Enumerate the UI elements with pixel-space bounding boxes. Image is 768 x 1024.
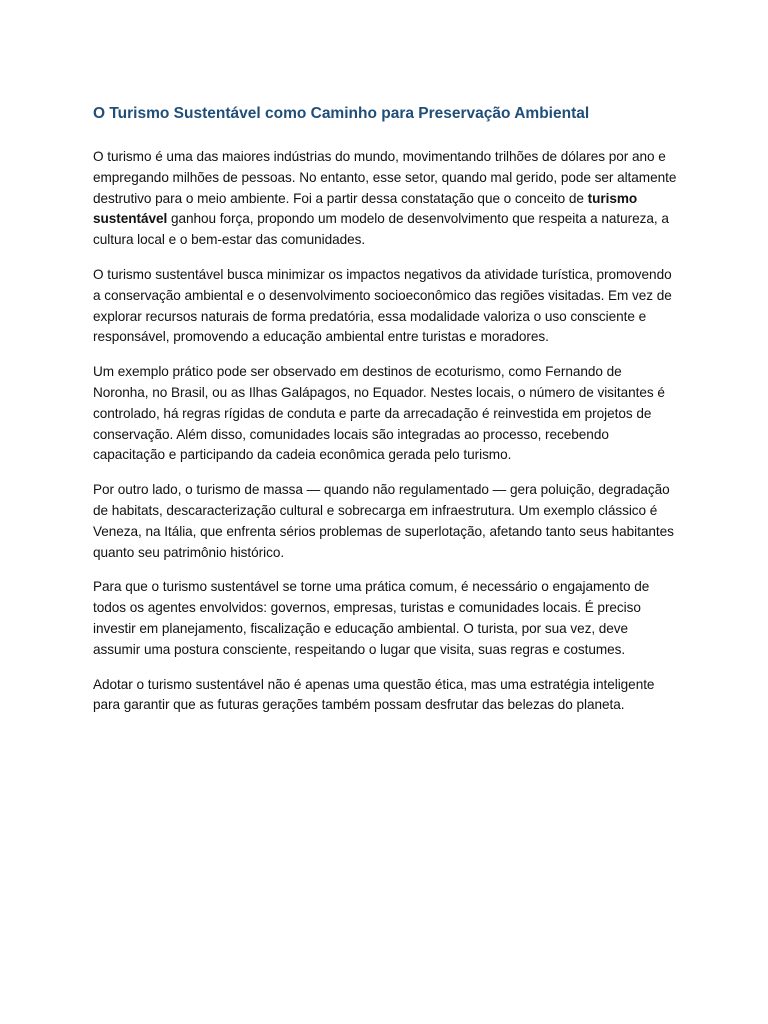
document-title: O Turismo Sustentável como Caminho para Preservação Ambiental <box>93 105 590 122</box>
paragraph-1-text-end: ganhou força, propondo um modelo de desenvolvimento que respeita a natureza, a cultura local e o bem-estar das comunidades. <box>93 211 669 248</box>
paragraph-6: Adotar o turismo sustentável não é apenas uma questão ética, mas uma estratégia inteligente para garantir que as futuras gerações também possam desfrutar das belezas do planeta. <box>93 676 655 713</box>
bold-term: turismo sustentável <box>93 190 638 227</box>
paragraph-3: Um exemplo prático pode ser observado em destinos de ecoturismo, como Fernando de Noronha, no Brasil, ou as Ilhas Galápagos, no Equador. Nestes locais, o número de visitantes é controlado, há regras rígidas de conduta e parte da arrecadação é reinvestida em projetos de conservação. Além disso, comunidades locais são integradas ao processo, recebendo capacitação e participando da cadeia econômica gerada pelo turismo. <box>93 364 665 463</box>
paragraph-2: O turismo sustentável busca minimizar os impactos negativos da atividade turística, promovendo a conservação ambiental e o desenvolvimento socioeconômico das regiões visitadas. Em vez de explorar recursos naturais de forma predatória, essa modalidade valoriza o uso consciente e responsável, promovendo a educação ambiental entre turistas e moradores. <box>93 266 672 345</box>
paragraph-1-text-start: O turismo é uma das maiores indústrias do mundo, movimentando trilhões de dólares por ano e empregando milhões de pessoas. No entanto, esse setor, quando mal gerido, pode ser altamente destrutivo para o meio ambiente. Foi a partir dessa constatação que o conceito de <box>93 149 677 206</box>
document-page <box>93 104 677 730</box>
paragraph-4: Por outro lado, o turismo de massa — quando não regulamentado — gera poluição, degradação de habitats, descaracterização cultural e sobrecarga em infraestrutura. Um exemplo clássico é Veneza, na Itália, que enfrenta sérios problemas de superlotação, afetando tanto seus habitantes quanto seu patrimônio histórico. <box>93 482 674 560</box>
paragraph-1 <box>93 147 677 251</box>
paragraph-5: Para que o turismo sustentável se torne uma prática comum, é necessário o engajamento de todos os agentes envolvidos: governos, empresas, turistas e comunidades locais. É preciso investir em planejamento, fiscalização e educação ambiental. O turista, por sua vez, deve assumir uma postura consciente, respeitando o lugar que visita, suas regras e costumes. <box>93 579 650 657</box>
